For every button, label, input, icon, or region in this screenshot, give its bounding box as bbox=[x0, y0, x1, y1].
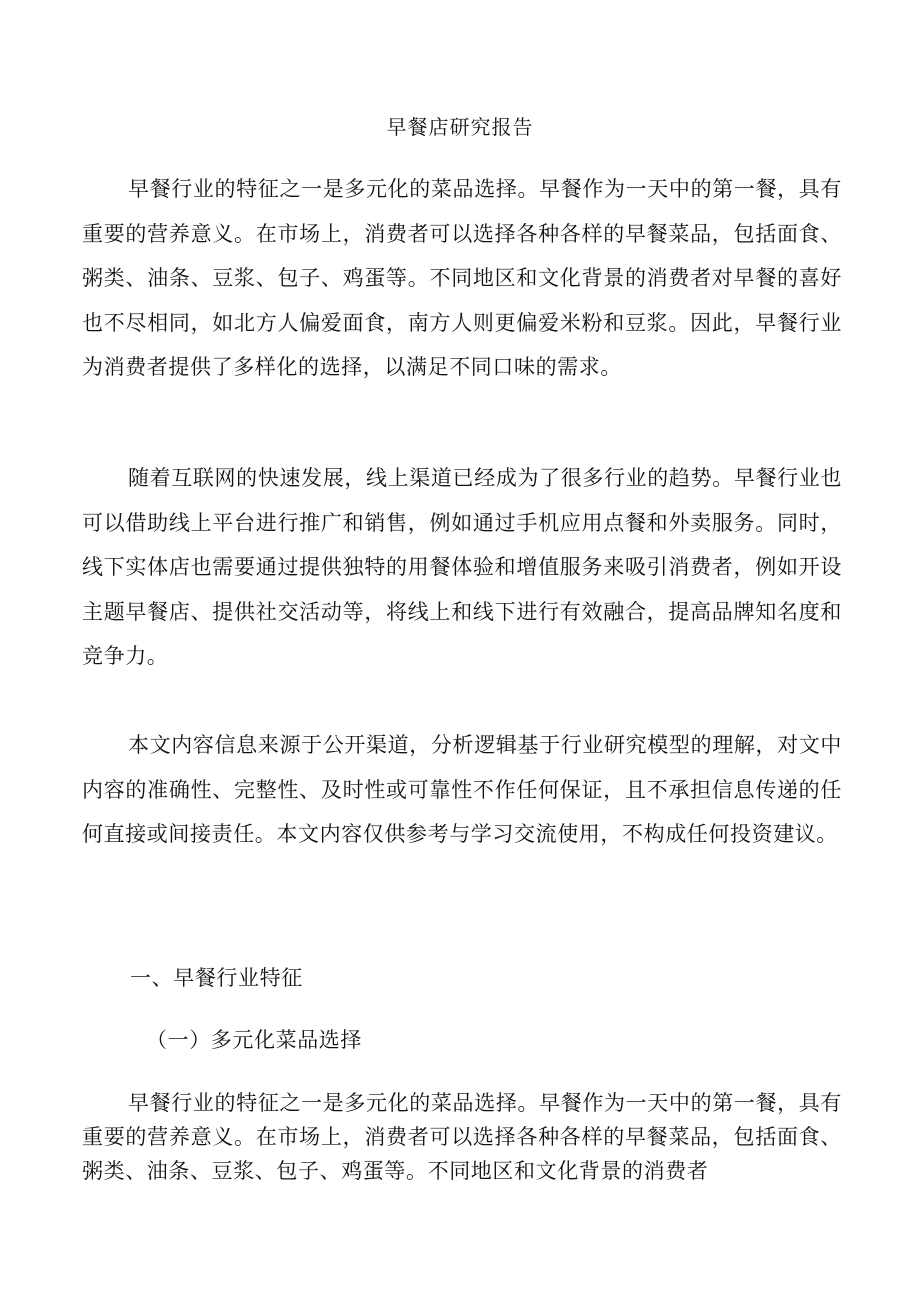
document-title: 早餐店研究报告 bbox=[386, 115, 534, 139]
paragraph-disclaimer: 本文内容信息来源于公开渠道，分析逻辑基于行业研究模型的理解，对文中内容的准确性、完整性、及时性或可靠性不作任何保证，且不承担信息传递的任何直接或间接责任。本文内容仅供参考与学习交流使用，不构成任何投资建议。 bbox=[82, 733, 842, 846]
subsection-heading: （一）多元化菜品选择 bbox=[146, 1028, 362, 1052]
paragraph-online-channels: 随着互联网的快速发展，线上渠道已经成为了很多行业的趋势。早餐行业也可以借助线上平台进行推广和销售，例如通过手机应用点餐和外卖服务。同时，线下实体店也需要通过提供独特的用餐体验和增值服务来吸引消费者，例如开设主题早餐店、提供社交活动等，将线上和线下进行有效融合，提高品牌知名度和竞争力。 bbox=[82, 466, 842, 668]
section-paragraph: 早餐行业的特征之一是多元化的菜品选择。早餐作为一天中的第一餐，具有重要的营养意义。在市场上，消费者可以选择各种各样的早餐菜品，包括面食、粥类、油条、豆浆、包子、鸡蛋等。不同地区和文化背景的消费者 bbox=[82, 1091, 842, 1183]
section-heading: 一、早餐行业特征 bbox=[130, 966, 303, 990]
paragraph-menu-diversity: 早餐行业的特征之一是多元化的菜品选择。早餐作为一天中的第一餐，具有重要的营养意义。在市场上，消费者可以选择各种各样的早餐菜品，包括面食、粥类、油条、豆浆、包子、鸡蛋等。不同地区和文化背景的消费者对早餐的喜好也不尽相同，如北方人偏爱面食，南方人则更偏爱米粉和豆浆。因此，早餐行业为消费者提供了多样化的选择，以满足不同口味的需求。 bbox=[82, 177, 842, 379]
